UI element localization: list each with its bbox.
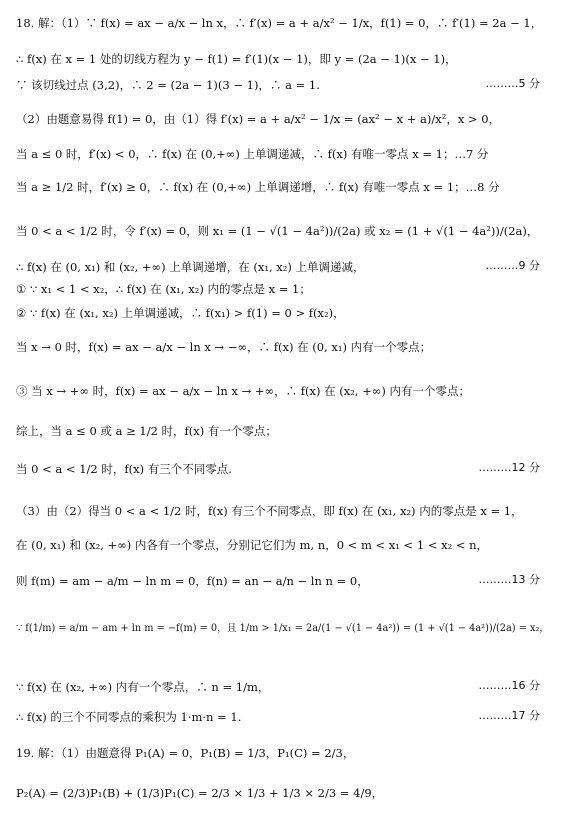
line-text: （2）由题意易得 f(1) = 0，由（1）得 f′(x) = a + a/x² − 1/x = (ax² − x + a)/x²，x > 0， <box>16 112 501 126</box>
solution-line <box>16 708 552 725</box>
line-text: 19. 解：（1）由题意得 P₁(A) = 0，P₁(B) = 1/3，P₁(C) = 2/3， <box>16 746 355 760</box>
solution-line <box>16 145 552 162</box>
line-text: ③ 当 x → +∞ 时，f(x) = ax − a/x − ln x → +∞，∴ f(x) 在 (x₂, +∞) 内有一个零点； <box>16 384 471 398</box>
solution-line <box>16 784 552 801</box>
solution-line <box>16 50 552 67</box>
score-mark: ………9 分 <box>485 259 540 272</box>
line-text: ∵ f(1/m) = a/m − am + ln m = −f(m) = 0，且 1/m > 1/x₁ = 2a/(1 − √(1 − 4a²)) = (1 + √(1 − 4a²))/(2a) = x₂， <box>16 623 550 634</box>
solution-line <box>16 178 552 195</box>
line-text: 当 0 < a < 1/2 时，f(x) 有三个不同零点. <box>16 462 232 476</box>
solution-line <box>16 572 552 589</box>
score-mark: ………13 分 <box>478 573 540 586</box>
solution-line <box>16 14 552 31</box>
line-text: 当 0 < a < 1/2 时，令 f′(x) = 0，则 x₁ = (1 − √(1 − 4a²))/(2a) 或 x₂ = (1 + √(1 − 4a²))/(2a)， <box>16 224 539 238</box>
solution-line <box>16 422 552 439</box>
solution-line <box>16 258 552 275</box>
line-text: 当 a ≤ 0 时，f′(x) < 0，∴ f(x) 在 (0,+∞) 上单调递减，∴ f(x) 有唯一零点 x = 1；…7 分 <box>16 147 489 161</box>
solution-line <box>16 620 552 637</box>
score-mark: ………5 分 <box>485 77 540 90</box>
score-mark: ………12 分 <box>478 461 540 474</box>
solution-line <box>16 338 552 355</box>
line-text: ∴ f(x) 的三个不同零点的乘积为 1·m·n = 1. <box>16 710 242 724</box>
solution-line <box>16 536 552 553</box>
line-text: 综上，当 a ≤ 0 或 a ≥ 1/2 时，f(x) 有一个零点； <box>16 424 277 438</box>
solution-line <box>16 502 552 519</box>
solution-line <box>16 744 552 761</box>
score-mark: ………17 分 <box>478 709 540 722</box>
line-text: 在 (0, x₁) 和 (x₂, +∞) 内各有一个零点，分别记它们为 m, n，0 < m < x₁ < 1 < x₂ < n， <box>16 538 489 552</box>
solution-line <box>16 222 552 239</box>
line-text: ∵ 该切线过点 (3,2)，∴ 2 = (2a − 1)(3 − 1)，∴ a = 1. <box>16 78 320 92</box>
score-mark: ………16 分 <box>478 679 540 692</box>
line-text: ① ∵ x₁ < 1 < x₂，∴ f(x) 在 (x₁, x₂) 内的零点是 x = 1； <box>16 282 311 296</box>
solution-line <box>16 304 552 321</box>
line-text: 18. 解：（1）∵ f(x) = ax − a/x − ln x，∴ f′(x) = a + a/x² − 1/x，f(1) = 0，∴ f′(1) = 2a − 1， <box>16 16 543 30</box>
line-text: 当 a ≥ 1/2 时，f′(x) ≥ 0，∴ f(x) 在 (0,+∞) 上单调递增，∴ f(x) 有唯一零点 x = 1；…8 分 <box>16 180 500 194</box>
line-text: 当 x → 0 时，f(x) = ax − a/x − ln x → −∞，∴ f(x) 在 (0, x₁) 内有一个零点； <box>16 340 432 354</box>
solution-line <box>16 110 552 127</box>
line-text: （3）由（2）得当 0 < a < 1/2 时，f(x) 有三个不同零点，即 f(x) 在 (x₁, x₂) 内的零点是 x = 1， <box>16 504 523 518</box>
line-text: 则 f(m) = am − a/m − ln m = 0，f(n) = an − a/n − ln n = 0， <box>16 574 369 588</box>
solution-line <box>16 382 552 399</box>
line-text: ② ∵ f(x) 在 (x₁, x₂) 上单调递减，∴ f(x₁) > f(1) = 0 > f(x₂)， <box>16 306 345 320</box>
solution-line <box>16 280 552 297</box>
solution-line <box>16 678 552 695</box>
line-text: ∴ f(x) 在 x = 1 处的切线方程为 y − f(1) = f′(1)(x − 1)，即 y = (2a − 1)(x − 1)， <box>16 52 457 66</box>
line-text: ∵ f(x) 在 (x₂, +∞) 内有一个零点，∴ n = 1/m， <box>16 680 270 694</box>
solution-line <box>16 460 552 477</box>
line-text: P₂(A) = (2/3)P₁(B) + (1/3)P₁(C) = 2/3 × 1/3 + 1/3 × 2/3 = 4/9， <box>16 786 384 800</box>
solution-line <box>16 76 552 93</box>
line-text: ∴ f(x) 在 (0, x₁) 和 (x₂, +∞) 上单调递增，在 (x₁, x₂) 上单调递减， <box>16 260 365 274</box>
